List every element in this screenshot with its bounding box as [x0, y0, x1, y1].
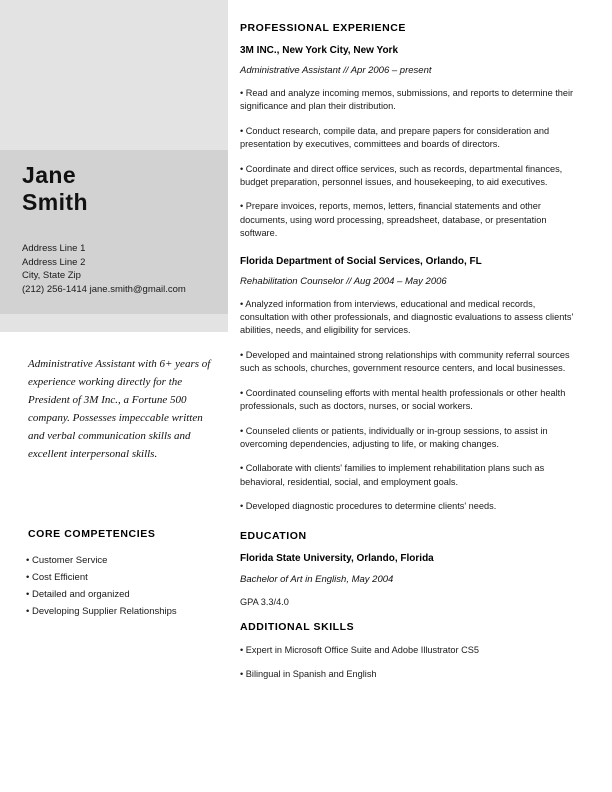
skills-list	[240, 644, 585, 682]
job-role-dates: Rehabilitation Counselor // Aug 2004 – May 2006	[240, 275, 447, 287]
core-competencies-list	[26, 552, 226, 620]
additional-skills-heading: ADDITIONAL SKILLS	[240, 620, 355, 633]
list-item: • Developed diagnostic procedures to determine clients' needs.	[240, 501, 497, 512]
experience-entry	[240, 256, 585, 514]
list-item: • Cost Efficient	[26, 572, 88, 583]
list-item: • Coordinated counseling efforts with mental health professionals or other health professionals, such as doctors, nurses, or social workers.	[240, 387, 566, 412]
profile-summary: Administrative Assistant with 6+ years of experience working directly for the President of 3M Inc., a Fortune 500 company. Possesses impeccable written and verbal communication skills and excellent interpersonal skills.	[28, 358, 211, 460]
core-competencies-heading: CORE COMPETENCIES	[28, 528, 156, 540]
list-item: • Bilingual in Spanish and English	[240, 668, 377, 679]
list-item: • Collaborate with clients' families to implement rehabilitation plans such as behavioral, residential, social, and employment goals.	[240, 463, 545, 487]
list-item: • Detailed and organized	[26, 589, 130, 600]
list-item: • Coordinate and direct office services, such as records, departmental finances, budget preparation, personnel issues, and housekeeping, to aid executives.	[240, 163, 563, 188]
list-item: • Customer Service	[26, 555, 108, 566]
education-heading: EDUCATION	[240, 529, 307, 542]
employer-name: Florida Department of Social Services, Orlando, FL	[240, 255, 482, 267]
list-item: • Expert in Microsoft Office Suite and Adobe Illustrator CS5	[240, 644, 479, 655]
list-item: • Analyzed information from interviews, educational and medical records, consultation with other professionals, and diagnostic evaluations to assess clients' abilities, needs, and eligibility for services.	[240, 298, 574, 336]
sidebar	[0, 0, 228, 792]
address-line-1: Address Line 1	[22, 243, 86, 254]
main-content	[240, 22, 585, 692]
gpa-value: GPA 3.3/4.0	[240, 596, 289, 607]
contact-info	[22, 242, 222, 296]
job-role-dates: Administrative Assistant // Apr 2006 – present	[240, 65, 432, 76]
city-state-zip: City, State Zip	[22, 270, 81, 281]
address-line-2: Address Line 2	[22, 256, 86, 268]
list-item: • Developing Supplier Relationships	[26, 606, 177, 617]
first-name: Jane	[22, 162, 77, 188]
experience-entry	[240, 45, 585, 241]
sidebar-band-lower	[0, 314, 228, 332]
professional-experience-heading: PROFESSIONAL EXPERIENCE	[240, 22, 406, 34]
candidate-name	[22, 162, 222, 216]
phone-email: (212) 256-1414 jane.smith@gmail.com	[22, 283, 186, 295]
list-item: • Read and analyze incoming memos, submissions, and reports to determine their significance and plan their distribution.	[240, 88, 574, 112]
list-item: • Counseled clients or patients, individually or in-group sessions, to assist in overcoming dependencies, adjusting to life, or making changes.	[240, 425, 548, 449]
list-item: • Developed and maintained strong relationships with community referral sources such as schools, churches, government resource centers, and local businesses.	[240, 349, 570, 374]
list-item: • Prepare invoices, reports, memos, letters, financial statements and other documents, using word processing, spreadsheet, database, or presentation software.	[240, 201, 547, 239]
sidebar-band-top	[0, 0, 228, 150]
education-entry	[240, 553, 585, 607]
employer-name: 3M INC., New York City, New York	[240, 45, 399, 56]
degree-name: Bachelor of Art in English, May 2004	[240, 573, 394, 585]
school-name: Florida State University, Orlando, Florida	[240, 552, 434, 564]
last-name: Smith	[22, 189, 88, 215]
list-item: • Conduct research, compile data, and prepare papers for consideration and presentation by executives, committees and boards of directors.	[240, 125, 550, 150]
